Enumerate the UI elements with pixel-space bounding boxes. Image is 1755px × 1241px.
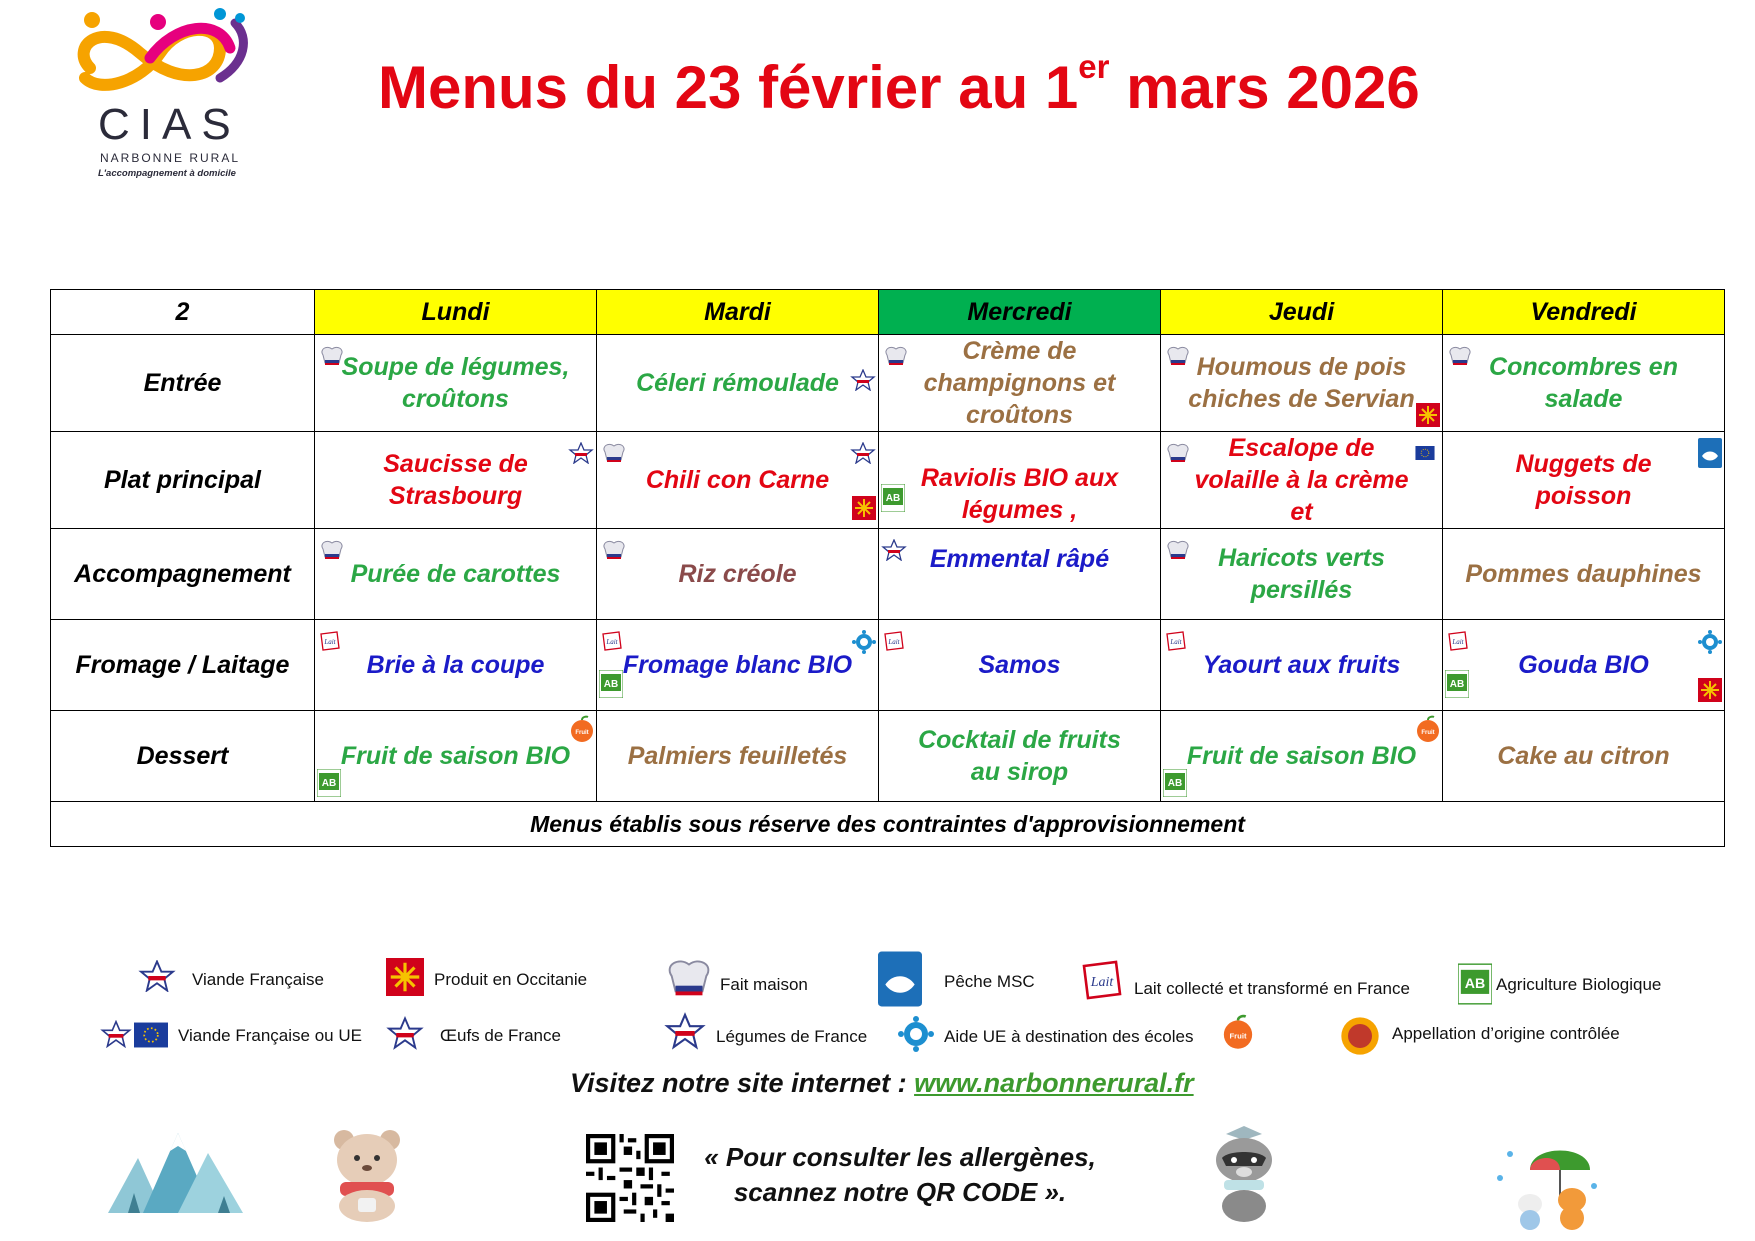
logo-mark-icon: [70, 8, 260, 103]
viande-francaise-icon: [100, 1020, 132, 1048]
website-prefix: Visitez notre site internet :: [570, 1068, 915, 1098]
cell-accomp-mardi: [597, 529, 879, 620]
cell-entree-mardi: [597, 335, 879, 432]
legend-aoc: Appellation d’origine contrôlée: [1392, 1024, 1620, 1043]
dish-text: Crème de champignons et croûtons: [923, 337, 1116, 429]
agriculture-bio-icon: [1163, 769, 1187, 797]
table-row: [51, 711, 1725, 802]
legumes-france-icon: [664, 1012, 706, 1050]
lait-france-icon: [1163, 630, 1189, 652]
dish-text: Raviolis BIO aux légumes ,: [920, 464, 1119, 524]
table-row: [51, 620, 1725, 711]
table-header-row: [51, 290, 1725, 335]
bear-illustration-icon: [322, 1124, 412, 1222]
dish-text: Samos: [978, 651, 1061, 679]
dish-text: Concombres en salade: [1489, 353, 1678, 413]
cell-dessert-vendredi: [1443, 711, 1725, 802]
cell-plat-mercredi: [879, 432, 1161, 529]
header-week-number: 2: [51, 290, 315, 335]
table-row: [51, 335, 1725, 432]
cell-entree-vendredi: [1443, 335, 1725, 432]
cell-accomp-mercredi: [879, 529, 1161, 620]
legend-legumes: Légumes de France: [716, 1027, 868, 1046]
viande-francaise-icon: [138, 960, 176, 992]
aide-ue-icon: [852, 630, 876, 654]
cell-entree-mercredi: [879, 335, 1161, 432]
aide-ue-icon: [898, 1016, 934, 1052]
dish-text: Nuggets de poisson: [1515, 450, 1652, 510]
viande-francaise-icon: [568, 442, 594, 464]
table-row: [51, 432, 1725, 529]
occitanie-icon: [386, 958, 424, 996]
website-line: [570, 1068, 1194, 1099]
row-label-accompagnement: Accompagnement: [51, 529, 315, 620]
lait-france-icon: [1445, 630, 1471, 652]
cell-dessert-lundi: [315, 711, 597, 802]
legend-aide-ue: Aide UE à destination des écoles: [944, 1027, 1194, 1046]
dish-text: Haricots verts persillés: [1218, 544, 1385, 604]
lait-france-icon: [599, 630, 625, 652]
legend-oeufs: Œufs de France: [440, 1026, 561, 1045]
occitanie-icon: [1698, 678, 1722, 702]
dish-text: Fruit de saison BIO: [1186, 742, 1417, 770]
fait-maison-icon: [601, 442, 627, 464]
dish-text: Purée de carottes: [350, 560, 561, 588]
rain-animals-illustration-icon: [1490, 1134, 1600, 1232]
dish-text: Escalope de volaille à la crème et: [1194, 434, 1409, 526]
website-link[interactable]: www.narbonnerural.fr: [914, 1068, 1194, 1098]
fruit-ecoles-icon: [568, 715, 596, 743]
header-day-jeudi: Jeudi: [1161, 290, 1443, 335]
lait-france-icon: [881, 630, 907, 652]
cell-fromage-lundi: [315, 620, 597, 711]
logo-name: CIAS: [98, 100, 241, 149]
fait-maison-icon: [319, 539, 345, 561]
header-day-lundi: Lundi: [315, 290, 597, 335]
fait-maison-icon: [1165, 345, 1191, 367]
dish-text-wrap: [879, 434, 1160, 526]
page-title: [378, 48, 1420, 122]
supply-disclaimer: Menus établis sous réserve des contraintes d'approvisionnement: [51, 802, 1725, 847]
fruit-ecoles-icon: [1220, 1014, 1256, 1050]
fait-maison-icon: [1447, 345, 1473, 367]
agriculture-bio-icon: [317, 769, 341, 797]
row-label-entree: Entrée: [51, 335, 315, 432]
allergens-line1: « Pour consulter les allergènes,: [704, 1142, 1096, 1172]
legend-fait-maison: Fait maison: [720, 975, 808, 994]
peche-msc-icon: [1698, 438, 1722, 468]
cell-dessert-mardi: [597, 711, 879, 802]
legumes-france-icon: [850, 369, 876, 391]
cell-accomp-jeudi: [1161, 529, 1443, 620]
logo-subtitle: NARBONNE RURAL: [100, 151, 241, 165]
fait-maison-icon: [664, 956, 714, 1000]
cell-fromage-mercredi: [879, 620, 1161, 711]
peche-msc-icon: [878, 950, 922, 1008]
aide-ue-icon: [1698, 630, 1722, 654]
aoc-icon: [1340, 1016, 1380, 1056]
menu-table: [50, 289, 1725, 847]
legend-viande-ue: Viande Française ou UE: [178, 1026, 362, 1045]
cell-fromage-vendredi: [1443, 620, 1725, 711]
cell-plat-jeudi: [1161, 432, 1443, 529]
oeufs-france-icon: [881, 539, 907, 561]
legend-msc: Pêche MSC: [944, 972, 1035, 991]
title-end: mars 2026: [1109, 54, 1420, 121]
dish-text: Emmental râpé: [929, 545, 1110, 573]
fruit-ecoles-icon: [1414, 715, 1442, 743]
fait-maison-icon: [319, 345, 345, 367]
dish-text: Cocktail de fruits au sirop: [918, 726, 1121, 786]
agriculture-bio-icon: [881, 484, 905, 512]
agriculture-bio-icon: [1445, 670, 1469, 698]
cell-fromage-jeudi: [1161, 620, 1443, 711]
fait-maison-icon: [1165, 442, 1191, 464]
fait-maison-icon: [883, 345, 909, 367]
cell-entree-lundi: [315, 335, 597, 432]
agriculture-bio-icon: [1458, 962, 1492, 1006]
header-day-vendredi: Vendredi: [1443, 290, 1725, 335]
cell-fromage-mardi: [597, 620, 879, 711]
cell-plat-mardi: [597, 432, 879, 529]
fait-maison-icon: [601, 539, 627, 561]
cias-logo: [60, 8, 270, 178]
row-label-fromage: Fromage / Laitage: [51, 620, 315, 711]
row-label-plat: Plat principal: [51, 432, 315, 529]
dish-text: Pommes dauphines: [1465, 560, 1702, 588]
header-day-mercredi: Mercredi: [879, 290, 1161, 335]
lait-france-icon: [317, 630, 343, 652]
agriculture-bio-icon: [599, 670, 623, 698]
cell-dessert-mercredi: [879, 711, 1161, 802]
viande-francaise-icon: [850, 442, 876, 464]
legend-occitanie: Produit en Occitanie: [434, 970, 588, 989]
row-label-dessert: Dessert: [51, 711, 315, 802]
table-footer-row: [51, 802, 1725, 847]
dish-text: Brie à la coupe: [366, 651, 545, 679]
legend-lait: Lait collecté et transformé en France: [1134, 979, 1410, 998]
cell-entree-jeudi: [1161, 335, 1443, 432]
table-row: [51, 529, 1725, 620]
title-superscript: er: [1078, 48, 1110, 85]
cell-plat-vendredi: [1443, 432, 1725, 529]
dish-text: Fruit de saison BIO: [340, 742, 571, 770]
cell-accomp-vendredi: [1443, 529, 1725, 620]
cell-accomp-lundi: [315, 529, 597, 620]
dish-text: Houmous de pois chiches de Servian: [1188, 353, 1415, 413]
legend-bio: Agriculture Biologique: [1496, 975, 1662, 994]
cell-plat-lundi: [315, 432, 597, 529]
dish-text: Soupe de légumes, croûtons: [341, 353, 570, 413]
occitanie-icon: [1416, 403, 1440, 427]
title-main: Menus du 23 février au 1: [378, 54, 1079, 121]
viande-fr-ue-icon: [1410, 446, 1440, 460]
dish-text: Saucisse de Strasbourg: [383, 450, 528, 510]
dish-text: Fromage blanc BIO: [622, 651, 853, 679]
dish-text: Yaourt aux fruits: [1202, 651, 1401, 679]
dish-text: Riz créole: [678, 560, 797, 588]
logo-tagline: L'accompagnement à domicile: [98, 168, 236, 179]
lait-france-icon: [1076, 958, 1128, 1002]
oeufs-france-icon: [386, 1016, 424, 1050]
occitanie-icon: [852, 496, 876, 520]
fait-maison-icon: [1165, 539, 1191, 561]
dish-text: Palmiers feuilletés: [627, 742, 848, 770]
eu-flag-icon: [134, 1022, 168, 1048]
legend-viande-francaise: Viande Française: [192, 970, 324, 989]
dish-text: Céleri rémoulade: [636, 369, 839, 397]
mountains-illustration-icon: [108, 1118, 248, 1218]
dish-text: Chili con Carne: [645, 466, 830, 494]
cell-dessert-jeudi: [1161, 711, 1443, 802]
raccoon-illustration-icon: [1206, 1124, 1282, 1224]
allergens-line2: scannez notre QR CODE ».: [733, 1177, 1067, 1207]
dish-text: Cake au citron: [1497, 742, 1670, 770]
allergens-note: [700, 1140, 1100, 1210]
dish-text: Gouda BIO: [1518, 651, 1649, 679]
qr-code-icon[interactable]: [586, 1134, 674, 1222]
header-day-mardi: Mardi: [597, 290, 879, 335]
